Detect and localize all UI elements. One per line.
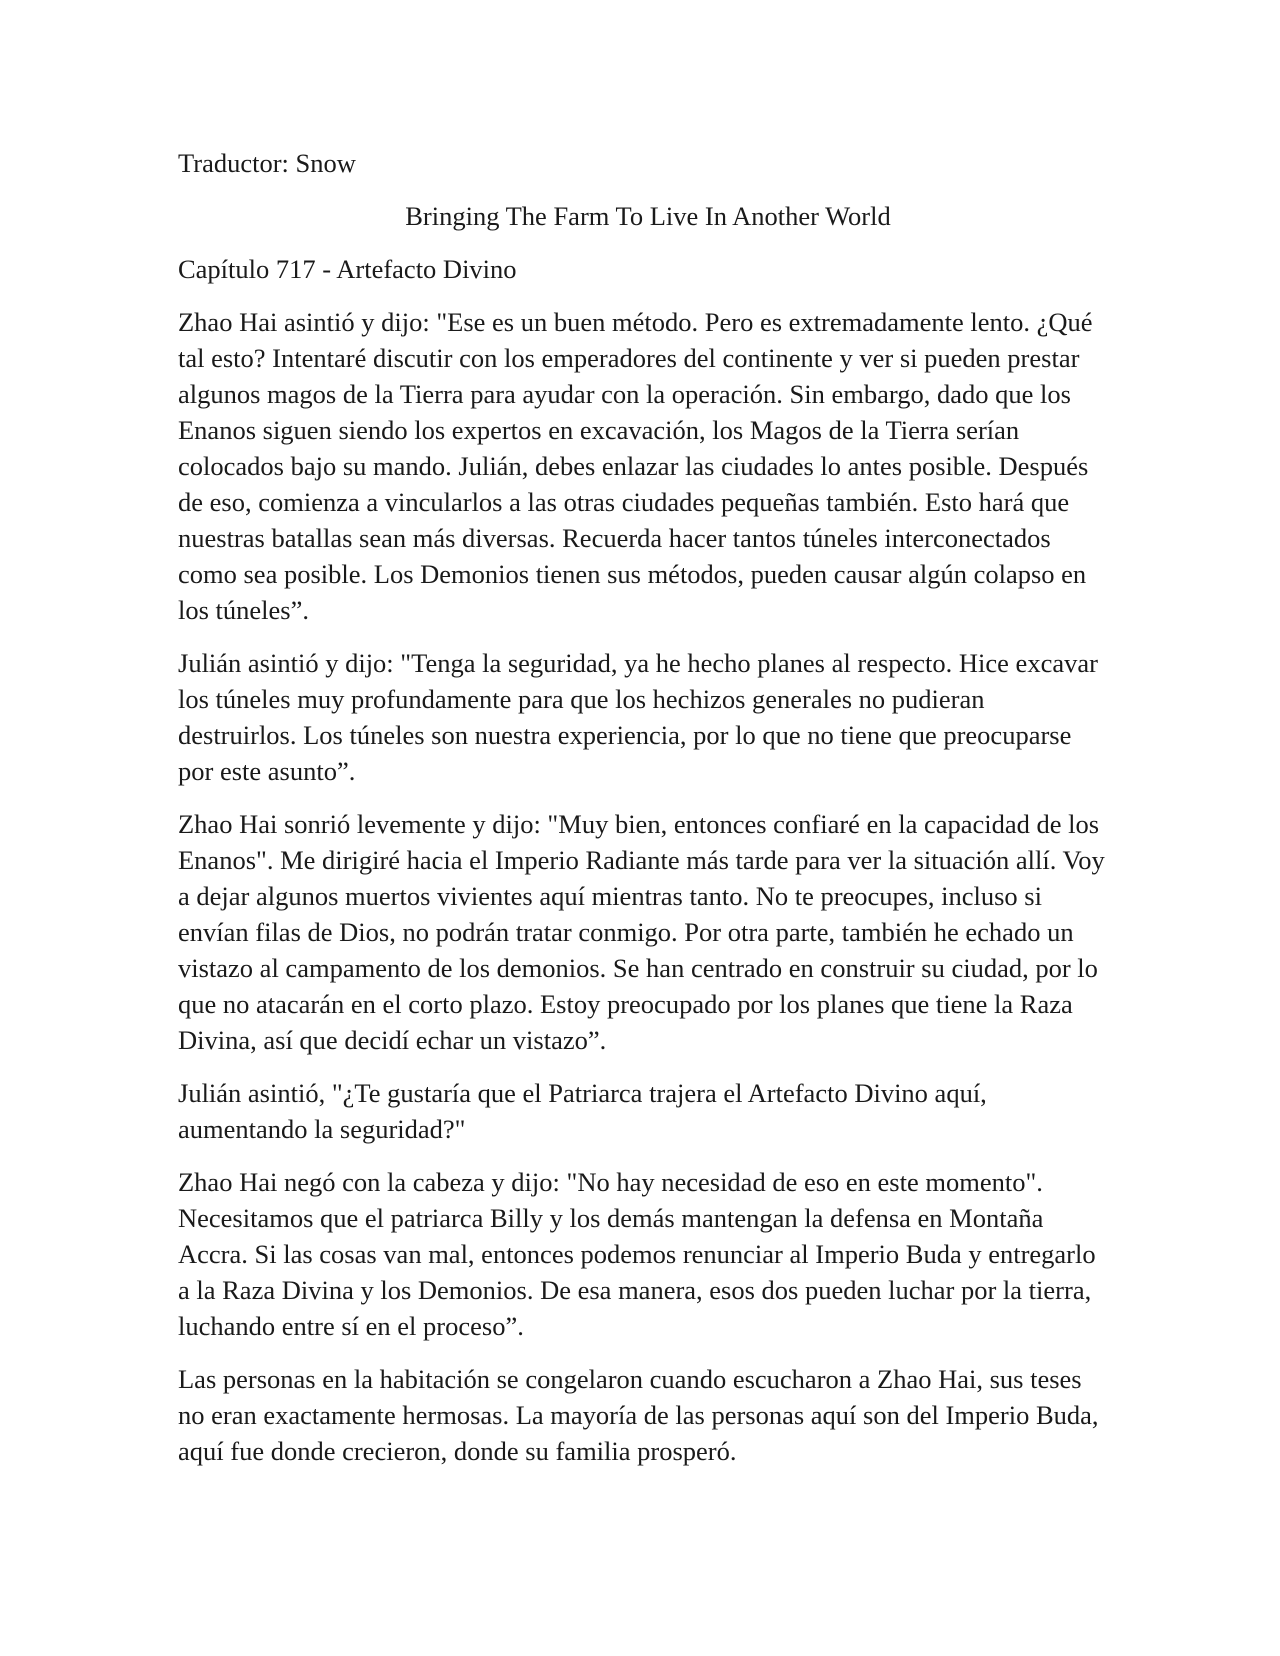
paragraph: Zhao Hai sonrió levemente y dijo: "Muy bien, entonces confiaré en la capacidad de los Enanos". Me dirigiré hacia el Imperio Radiante más tarde para ver la situación allí. Voy a dejar algunos muertos vivientes aquí mientras tanto. No te preocupes, incluso si envían filas de Dios, no podrán tratar conmigo. Por otra parte, también he echado un vistazo al campamento de los demonios. Se han centrado en construir su ciudad, por lo que no atacarán en el corto plazo. Estoy preocupado por los planes que tiene la Raza Divina, así que decidí echar un vistazo”.: [178, 809, 1105, 1055]
document-page: [178, 145, 1108, 1486]
chapter-heading: Capítulo 717 - Artefacto Divino: [178, 254, 517, 284]
paragraph: Zhao Hai negó con la cabeza y dijo: "No hay necesidad de eso en este momento". Necesitamos que el patriarca Billy y los demás mantengan la defensa en Montaña Accra. Si las cosas van mal, entonces podemos renunciar al Imperio Buda y entregarlo a la Raza Divina y los Demonios. De esa manera, esos dos pueden luchar por la tierra, luchando entre sí en el proceso”.: [178, 1167, 1096, 1341]
book-title: Bringing The Farm To Live In Another World: [405, 201, 891, 231]
paragraph: Las personas en la habitación se congelaron cuando escucharon a Zhao Hai, sus teses no eran exactamente hermosas. La mayoría de las personas aquí son del Imperio Buda, aquí fue donde crecieron, donde su familia prosperó.: [178, 1364, 1099, 1466]
paragraph: Julián asintió y dijo: "Tenga la seguridad, ya he hecho planes al respecto. Hice excavar los túneles muy profundamente para que los hechizos generales no pudieran destruirlos. Los túneles son nuestra experiencia, por lo que no tiene que preocuparse por este asunto”.: [178, 648, 1098, 786]
translator-credit: Traductor: Snow: [178, 148, 356, 178]
paragraph: Julián asintió, "¿Te gustaría que el Patriarca trajera el Artefacto Divino aquí, aumentando la seguridad?": [178, 1078, 987, 1144]
paragraph: Zhao Hai asintió y dijo: "Ese es un buen método. Pero es extremadamente lento. ¿Qué tal esto? Intentaré discutir con los emperadores del continente y ver si pueden prestar algunos magos de la Tierra para ayudar con la operación. Sin embargo, dado que los Enanos siguen siendo los expertos en excavación, los Magos de la Tierra serían colocados bajo su mando. Julián, debes enlazar las ciudades lo antes posible. Después de eso, comienza a vincularlos a las otras ciudades pequeñas también. Esto hará que nuestras batallas sean más diversas. Recuerda hacer tantos túneles interconectados como sea posible. Los Demonios tienen sus métodos, pueden causar algún colapso en los túneles”.: [178, 307, 1093, 625]
